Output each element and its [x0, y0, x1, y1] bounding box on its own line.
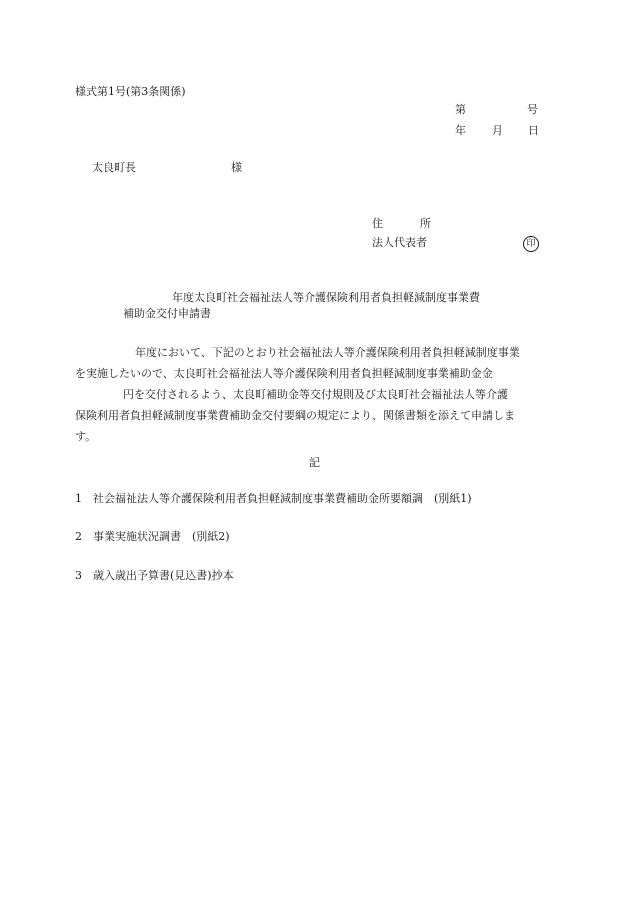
body-paragraph	[75, 342, 555, 447]
addressee-name: 太良町長	[92, 161, 136, 174]
document-title-line2: 補助金交付申請書	[123, 307, 211, 320]
body-line: す。	[75, 430, 97, 443]
list-item-text: 歳入歳出予算書(見込書)抄本	[93, 569, 234, 582]
seal-mark: 印	[523, 236, 539, 252]
address-label-right: 所	[420, 217, 431, 230]
body-line: を実施したいので、太良町社会福祉法人等介護保険利用者負担軽減制度事業補助金金	[75, 367, 493, 380]
list-item-number: 2	[75, 530, 82, 543]
date-month: 月	[492, 124, 503, 137]
representative-label: 法人代表者	[372, 236, 427, 249]
document-title-line1: 年度太良町社会福祉法人等介護保険利用者負担軽減制度事業費	[172, 291, 480, 304]
list-item-text: 社会福祉法人等介護保険利用者負担軽減制度事業費補助金所要額調 (別紙1)	[93, 492, 472, 505]
document-number-prefix: 第	[455, 103, 466, 116]
form-label: 様式第1号(第3条関係)	[75, 85, 186, 98]
body-line: 円を交付されるよう、太良町補助金等交付規則及び太良町社会福祉法人等介護	[123, 388, 508, 401]
date-day: 日	[528, 124, 539, 137]
list-item-number: 3	[75, 569, 82, 582]
date-year: 年	[455, 124, 466, 137]
list-item-number: 1	[75, 492, 82, 505]
document-number-suffix: 号	[527, 103, 538, 116]
list-item-text: 事業実施状況調書 (別紙2)	[93, 530, 230, 543]
ki-heading: 記	[309, 456, 320, 469]
address-label-left: 住	[372, 217, 383, 230]
body-line: 保険利用者負担軽減制度事業費補助金交付要綱の規定により、関係書類を添えて申請しま	[75, 409, 515, 422]
body-line: 年度において、下記のとおり社会福祉法人等介護保険利用者負担軽減制度事業	[135, 346, 520, 359]
addressee-honorific: 様	[231, 161, 242, 174]
